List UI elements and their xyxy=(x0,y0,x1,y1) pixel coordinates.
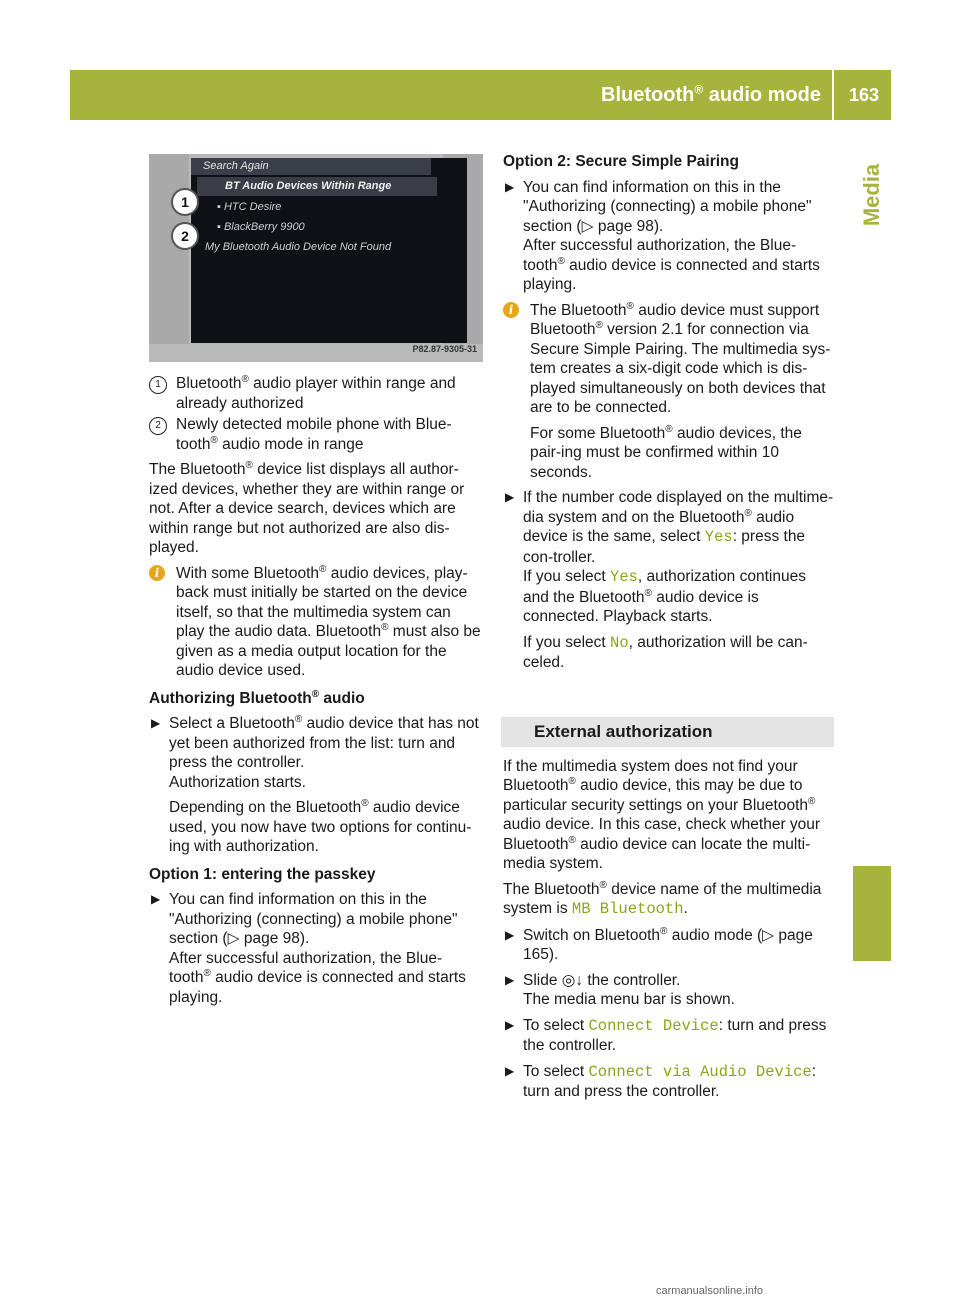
registered-mark: ® xyxy=(319,563,327,575)
controller-slide-down-icon: ◎↓ xyxy=(561,971,584,989)
device-row-label: HTC Desire xyxy=(223,201,282,213)
text: audio xyxy=(319,689,365,707)
registered-mark: ® xyxy=(744,507,752,519)
legend-item-2 xyxy=(149,415,483,454)
registered-mark: ® xyxy=(626,300,634,312)
text: audio device that has not yet been authorized from the list: turn and press the controller. xyxy=(169,715,479,771)
page-ref-icon: ▷ xyxy=(762,926,779,944)
registered-mark: ® xyxy=(665,423,673,435)
text: audio device is connected and starts playing. xyxy=(523,256,820,293)
registered-mark: ® xyxy=(203,967,211,979)
text: If you select xyxy=(523,633,611,651)
step-arrow-icon: ▶ xyxy=(505,1063,515,1078)
text: : turn and press the controller. xyxy=(523,1016,827,1054)
text: audio device is connected. Playback starts. xyxy=(523,588,759,625)
info-icon: i xyxy=(503,302,519,318)
step-text xyxy=(523,178,835,237)
device-row-2 xyxy=(197,218,457,237)
text: If the number code displayed on the multime-dia system and on the Bluetooth xyxy=(523,489,834,526)
text: audio device. In this case, check whether your Bluetooth xyxy=(503,816,821,853)
page-ref-icon: ▷ xyxy=(227,930,244,947)
step-text xyxy=(169,798,483,857)
legend-number: 2 xyxy=(149,417,167,435)
step-arrow-icon: ▶ xyxy=(505,1017,515,1032)
step-select-device xyxy=(149,714,483,857)
device-row-1 xyxy=(197,198,457,217)
step-arrow-icon: ▶ xyxy=(505,972,515,987)
side-tab-label: Media xyxy=(859,163,884,227)
menu-item-connect-via-audio-device: Connect via Audio Device xyxy=(588,1062,812,1081)
step-text xyxy=(523,926,835,965)
text: To select xyxy=(523,1016,589,1034)
step-text xyxy=(523,971,835,991)
step-text xyxy=(523,488,835,567)
figure-code: P82.87-9305-31 xyxy=(412,343,477,354)
text: audio devices, the pair-ing must be confirmed within 10 seconds. xyxy=(530,424,802,481)
step-text xyxy=(523,567,835,627)
text: The Bluetooth xyxy=(149,461,246,478)
text: Authorizing Bluetooth xyxy=(149,689,312,707)
registered-mark: ® xyxy=(361,797,369,809)
step-text xyxy=(523,1016,835,1056)
text: You can find information on this in the "Authorizing (connecting) a mobile phone" section ( xyxy=(523,178,812,235)
section-heading-external: External authorization xyxy=(501,717,834,747)
registered-mark: ® xyxy=(568,834,576,846)
step-result: Authorization starts. xyxy=(169,773,306,791)
text: audio device is the same, select xyxy=(523,508,795,545)
right-column xyxy=(503,152,835,1108)
text: page 98). xyxy=(597,217,664,235)
page-header xyxy=(70,70,891,120)
legend-text: audio player within range and already authorized xyxy=(176,375,456,412)
text: If you select xyxy=(523,568,611,585)
page-ref-icon: ▷ xyxy=(581,217,598,235)
intro-paragraph xyxy=(149,460,483,558)
chapter-title-rest: audio mode xyxy=(703,84,821,106)
text: audio device used, you now have two options for continu-ing with authorization. xyxy=(169,799,472,855)
text: audio device must support Bluetooth xyxy=(530,301,820,338)
menu-item-connect-device: Connect Device xyxy=(588,1016,719,1035)
text: audio devices, play-back must initially be started on the device itself, so that the multimedia system can play the audio data. Bluetooth xyxy=(176,564,468,640)
text: must also be given as a media output location for the audio device used. xyxy=(176,623,481,679)
text: With some Bluetooth xyxy=(176,564,320,582)
step-text xyxy=(169,890,483,949)
info-icon: i xyxy=(149,565,165,581)
step-arrow-icon: ▶ xyxy=(505,179,515,194)
step-option-2 xyxy=(503,178,835,295)
step-arrow-icon: ▶ xyxy=(505,927,515,942)
text: After successful authorization, the Blue-tooth xyxy=(523,237,797,274)
note-text xyxy=(176,564,483,681)
text: : press the con-troller. xyxy=(523,528,806,566)
text: For some Bluetooth xyxy=(530,424,666,442)
registered-mark: ® xyxy=(599,879,607,891)
text: You can find information on this in the "Authorizing (connecting) a mobile phone" section ( xyxy=(169,891,458,947)
step-arrow-icon: ▶ xyxy=(151,892,161,906)
text: device name of the multimedia system is xyxy=(503,880,822,917)
header-separator xyxy=(832,70,834,120)
side-tab-marker xyxy=(853,866,891,961)
info-note xyxy=(149,564,483,681)
step-text xyxy=(523,236,835,295)
text: The Bluetooth xyxy=(530,301,627,319)
registered-mark: ® xyxy=(210,434,218,446)
device-icon: ▪ xyxy=(217,201,224,213)
info-note xyxy=(503,301,835,483)
step-switch-on xyxy=(503,926,835,965)
external-paragraph xyxy=(503,757,835,874)
chapter-title xyxy=(601,70,821,120)
registered-mark: ® xyxy=(808,795,816,807)
step-text xyxy=(523,633,835,673)
heading-authorizing xyxy=(149,689,483,709)
device-icon: ▪ xyxy=(217,221,224,233)
legend-text: Newly detected mobile phone with Blue-tooth xyxy=(176,416,452,453)
option-no: No xyxy=(610,633,629,652)
text: page 98). xyxy=(243,930,310,947)
option-yes: Yes xyxy=(610,568,638,586)
step-result: The media menu bar is shown. xyxy=(523,991,735,1008)
text: Depending on the Bluetooth xyxy=(169,799,362,816)
text: To select xyxy=(523,1062,589,1080)
option-yes: Yes xyxy=(704,528,733,546)
step-connect-audio-device xyxy=(503,1062,835,1102)
step-text xyxy=(523,1062,835,1102)
menu-search-again: Search Again xyxy=(191,158,431,175)
registered-mark: ® xyxy=(294,713,303,725)
heading-option-1: Option 1: entering the passkey xyxy=(149,865,376,883)
legend-text: audio mode in range xyxy=(217,435,364,453)
text: After successful authorization, the Blue-tooth xyxy=(169,949,443,986)
registered-mark: ® xyxy=(245,459,253,471)
device-name-code: MB Bluetooth xyxy=(571,900,684,918)
callout-2: 2 xyxy=(171,222,199,250)
text: audio mode ( xyxy=(667,926,763,944)
text: The Bluetooth xyxy=(503,880,600,898)
registered-mark: ® xyxy=(381,621,389,633)
registered-mark: ® xyxy=(660,925,668,937)
text: If the multimedia system does not find your Bluetooth xyxy=(503,757,798,794)
text: . xyxy=(683,900,688,917)
text: page 165). xyxy=(523,926,813,963)
text: audio device is connected and starts playing. xyxy=(169,969,466,1006)
chapter-title-text: Bluetooth xyxy=(601,84,695,106)
note-text xyxy=(530,301,835,418)
text: : turn and press the controller. xyxy=(523,1062,817,1100)
page-number: 163 xyxy=(848,85,879,105)
registered-mark: ® xyxy=(311,688,320,700)
callout-1: 1 xyxy=(171,188,199,216)
text: Slide xyxy=(523,971,562,989)
watermark-text: carmanualsonline.info xyxy=(656,1285,764,1297)
step-arrow-icon: ▶ xyxy=(505,490,515,504)
text: , authorization continues and the Bluetooth xyxy=(523,568,806,606)
text: , authorization will be can-celed. xyxy=(523,633,808,671)
text: Select a Bluetooth xyxy=(169,715,295,732)
step-text xyxy=(169,949,483,1008)
note-text xyxy=(530,424,835,483)
list-heading: BT Audio Devices Within Range xyxy=(197,177,437,196)
legend-number: 1 xyxy=(149,376,167,394)
legend-item-1 xyxy=(149,374,483,413)
device-row-3: My Bluetooth Audio Device Not Found xyxy=(205,241,392,253)
step-slide xyxy=(503,971,835,1010)
registered-mark: ® xyxy=(557,255,565,267)
text: Switch on Bluetooth xyxy=(523,926,661,944)
step-number-code xyxy=(503,488,835,673)
step-text xyxy=(169,714,483,773)
registered-mark: ® xyxy=(568,775,576,787)
text: version 2.1 for connection via Secure Simple Pairing. The multimedia sys-tem creates a six-digit code which is dis-played simultaneously on both devices that are to be connected. xyxy=(530,321,831,416)
registered-mark: ® xyxy=(694,82,704,97)
text: device list displays all author-ized devices, whether they are within range or not. After a device search, devices which are within range but not authorized are also dis-played. xyxy=(149,461,465,556)
text: audio device, this may be due to particular security settings on your Bluetooth xyxy=(503,777,808,814)
side-tab-media xyxy=(853,125,891,265)
left-column xyxy=(149,154,483,1013)
text: the controller. xyxy=(583,971,681,989)
screenshot-figure xyxy=(149,154,483,362)
step-connect-device xyxy=(503,1016,835,1056)
device-name-paragraph xyxy=(503,880,835,920)
step-arrow-icon: ▶ xyxy=(151,716,161,730)
legend-text: Bluetooth xyxy=(176,375,242,392)
registered-mark: ® xyxy=(241,373,249,385)
step-option-1 xyxy=(149,890,483,1007)
text: audio device can locate the multi-media system. xyxy=(503,835,811,872)
heading-option-2: Option 2: Secure Simple Pairing xyxy=(503,153,739,170)
device-row-label: BlackBerry 9900 xyxy=(223,221,305,233)
registered-mark: ® xyxy=(644,587,652,599)
registered-mark: ® xyxy=(595,319,603,331)
